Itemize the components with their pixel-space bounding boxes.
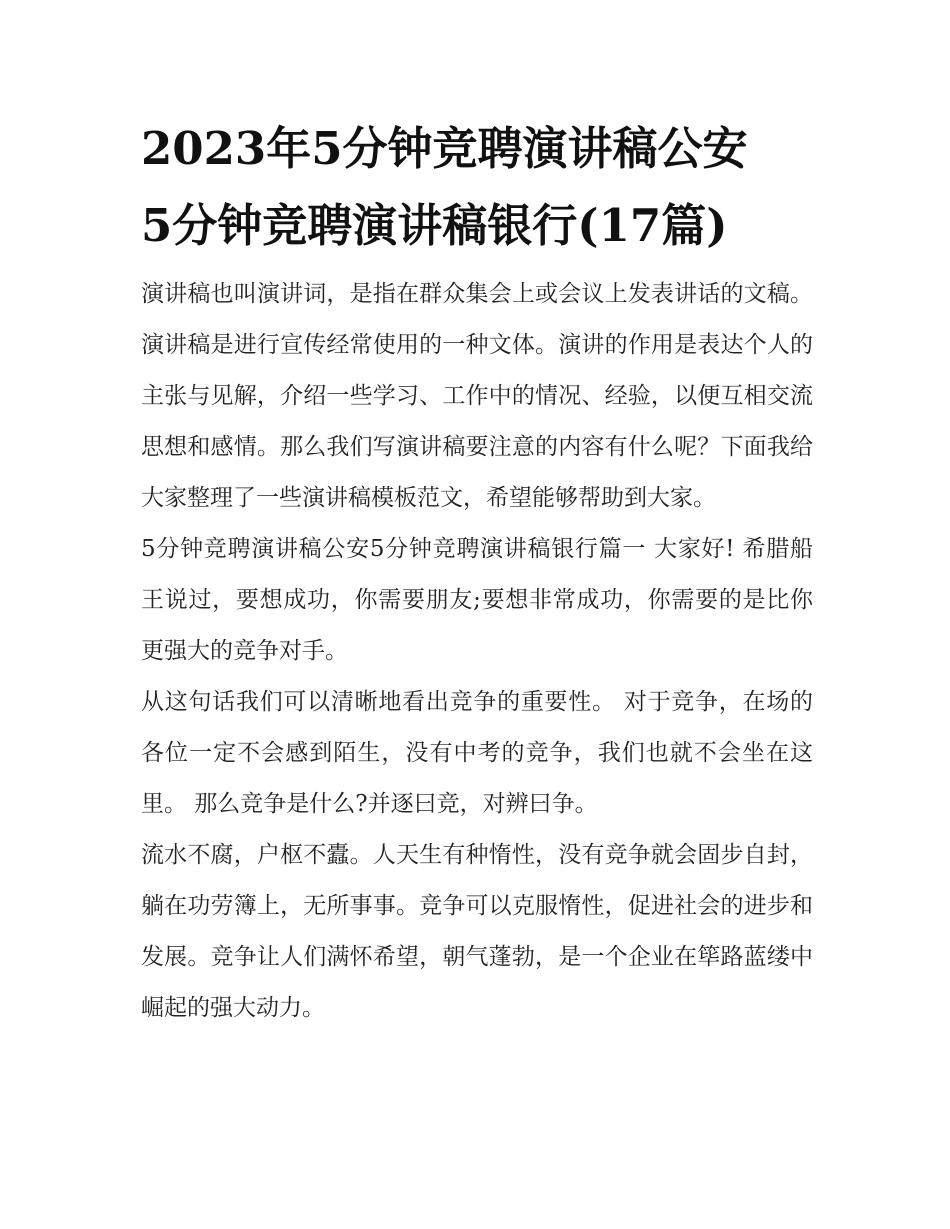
document-title — [141, 110, 813, 264]
intro-paragraph: 演讲稿也叫演讲词，是指在群众集会上或会议上发表讲话的文稿。演讲稿是进行宣传经常使用的一种文体。演讲的作用是表达个人的主张与见解，介绍一些学习、工作中的情况、经验，以便互相交流思想和感情。那么我们写演讲稿要注意的内容有什么呢？下面我给大家整理了一些演讲稿模板范文，希望能够帮助到大家。 — [141, 281, 813, 511]
title-line-2: 5分钟竞聘演讲稿银行(17篇) — [141, 199, 728, 252]
body-paragraph-1: 5分钟竞聘演讲稿公安5分钟竞聘演讲稿银行篇一 大家好! 希腊船王说过，要想成功，你需要朋友;要想非常成功，你需要的是比你更强大的竞争对手。 — [141, 536, 813, 664]
document-page — [141, 110, 813, 1034]
body-paragraph-2: 从这句话我们可以清晰地看出竞争的重要性。 对于竞争，在场的各位一定不会感到陌生，没有中考的竞争，我们也就不会坐在这里。 那么竞争是什么?并逐曰竞，对辨曰争。 — [141, 689, 813, 817]
title-line-1: 2023年5分钟竞聘演讲稿公安 — [141, 122, 748, 175]
body-paragraph-3: 流水不腐，户枢不蠹。人天生有种惰性，没有竞争就会固步自封，躺在功劳簿上，无所事事。竞争可以克服惰性，促进社会的进步和发展。竞争让人们满怀希望，朝气蓬勃，是一个企业在筚路蓝缕中崛起的强大动力。 — [141, 842, 813, 1021]
